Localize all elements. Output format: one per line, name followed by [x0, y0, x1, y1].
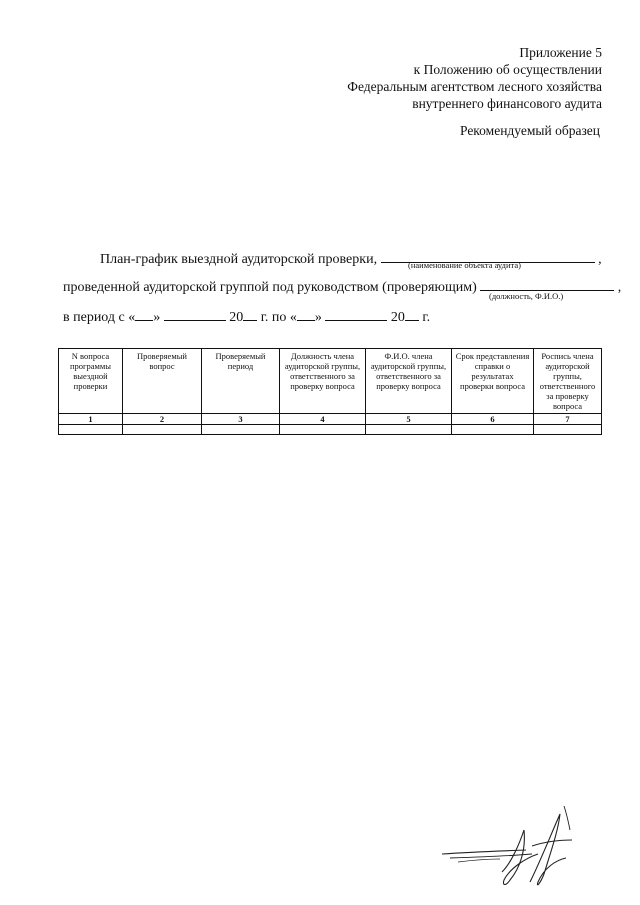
- day-from-field[interactable]: [135, 309, 153, 321]
- header-question-number: N вопроса программы выездной проверки: [59, 349, 123, 414]
- period-line: [63, 309, 430, 326]
- quote-close: »: [314, 310, 322, 325]
- period-prefix: в период с «: [63, 310, 136, 325]
- year-to-field[interactable]: [405, 309, 419, 321]
- header-member-signature: Роспись члена аудиторской группы, ответственного за проверку вопроса: [534, 349, 602, 414]
- handwritten-signature: [440, 802, 590, 892]
- column-number: 7: [534, 414, 602, 425]
- appendix-line: Федеральным агентством лесного хозяйства: [347, 79, 602, 94]
- table-cell[interactable]: [202, 425, 280, 435]
- column-number: 5: [366, 414, 452, 425]
- table-cell[interactable]: [123, 425, 202, 435]
- table-cell[interactable]: [534, 425, 602, 435]
- header-member-position: Должность члена аудиторской группы, ответственного за проверку вопроса: [280, 349, 366, 414]
- year-to-label: 20: [390, 310, 405, 325]
- audit-object-label: План-график выездной аудиторской проверки,: [100, 252, 378, 267]
- sample-label: Рекомендуемый образец: [459, 123, 600, 138]
- audit-object-caption: (наименование объекта аудита): [408, 260, 521, 270]
- table-cell[interactable]: [280, 425, 366, 435]
- table-cell[interactable]: [452, 425, 534, 435]
- day-to-field[interactable]: [297, 309, 315, 321]
- year-from-label: 20: [229, 310, 244, 325]
- column-number: 6: [452, 414, 534, 425]
- appendix-line: Приложение 5: [519, 45, 602, 60]
- table-cell[interactable]: [366, 425, 452, 435]
- month-from-field[interactable]: [164, 309, 226, 321]
- leader-field[interactable]: [480, 279, 614, 291]
- column-number: 4: [280, 414, 366, 425]
- table-header-row: [59, 349, 602, 414]
- comma-mark: ,: [617, 280, 622, 295]
- comma-mark: ,: [598, 252, 602, 267]
- year-from-field[interactable]: [243, 309, 257, 321]
- period-suffix: г.: [422, 310, 431, 325]
- auditor-group-label: проведенной аудиторской группой под руководством (проверяющим): [63, 280, 477, 295]
- table-number-row: [59, 414, 602, 425]
- table-row: [59, 425, 602, 435]
- header-checked-period: Проверяемый период: [202, 349, 280, 414]
- audit-object-line: [100, 251, 602, 268]
- header-member-name: Ф.И.О. члена аудиторской группы, ответственного за проверку вопроса: [366, 349, 452, 414]
- appendix-line: внутреннего финансового аудита: [412, 96, 602, 111]
- leader-caption: (должность, Ф.И.О.): [489, 291, 564, 301]
- quote-close: »: [153, 310, 161, 325]
- table-cell[interactable]: [59, 425, 123, 435]
- period-mid: г. по «: [260, 310, 297, 325]
- column-number: 1: [59, 414, 123, 425]
- plan-schedule-table: [58, 348, 602, 435]
- appendix-line: к Положению об осуществлении: [413, 62, 602, 77]
- header-report-deadline: Срок представления справки о результатах проверки вопроса: [452, 349, 534, 414]
- appendix-header: [347, 44, 602, 112]
- column-number: 3: [202, 414, 280, 425]
- month-to-field[interactable]: [325, 309, 387, 321]
- header-checked-question: Проверяемый вопрос: [123, 349, 202, 414]
- column-number: 2: [123, 414, 202, 425]
